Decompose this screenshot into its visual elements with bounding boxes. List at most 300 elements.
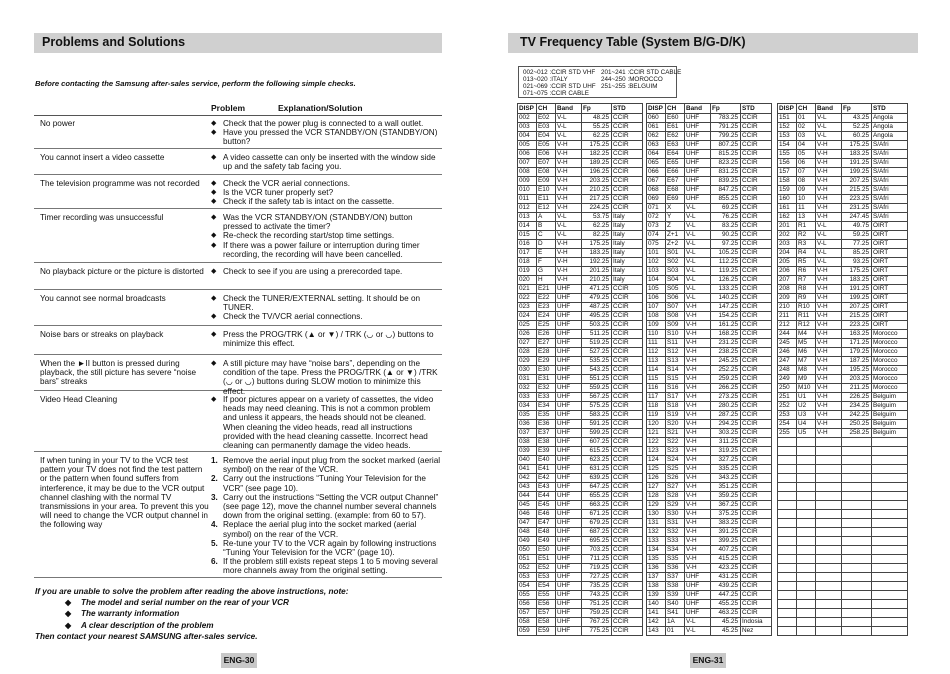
step-text: Carry out the instructions “Tuning Your Television for the VCR” (see page 10). <box>223 474 426 493</box>
table-cell: 359.25 <box>711 491 741 500</box>
table-cell-empty <box>872 572 908 581</box>
table-cell: UHF <box>685 122 711 131</box>
table-cell: CCIR <box>612 536 643 545</box>
table-cell: 140 <box>647 599 666 608</box>
table-cell: V-L <box>816 248 842 257</box>
table-cell: CCIR <box>741 464 772 473</box>
table-cell: 831.25 <box>711 167 741 176</box>
table-cell: S16 <box>666 383 685 392</box>
table-cell: 799.25 <box>711 131 741 140</box>
table-cell: E54 <box>537 581 556 590</box>
table-row <box>518 518 643 527</box>
table-cell-empty <box>842 599 872 608</box>
table-cell: S23 <box>666 446 685 455</box>
table-row <box>518 149 643 158</box>
outro-lead: If you are unable to solve the problem after reading the above instructions, note: <box>35 587 349 596</box>
table-row-empty <box>778 491 908 500</box>
table-cell: E65 <box>666 158 685 167</box>
table-cell: V-H <box>816 410 842 419</box>
table-cell: UHF <box>685 176 711 185</box>
table-cell-empty <box>797 455 816 464</box>
table-cell: R12 <box>797 320 816 329</box>
table-cell: 139 <box>647 590 666 599</box>
table-cell: 183.25 <box>842 149 872 158</box>
solution-list <box>211 179 443 207</box>
table-cell: V-H <box>685 374 711 383</box>
table-cell: S33 <box>666 536 685 545</box>
table-cell: UHF <box>685 599 711 608</box>
table-cell: V-L <box>685 239 711 248</box>
table-cell: CCIR <box>741 545 772 554</box>
table-cell: S35 <box>666 554 685 563</box>
column-header: CH <box>537 104 556 114</box>
table-header-row <box>518 104 643 114</box>
table-cell: V-H <box>556 158 582 167</box>
table-cell: Morocco <box>872 365 908 374</box>
step-item <box>211 474 443 492</box>
table-cell-empty <box>778 572 797 581</box>
table-cell: 207.25 <box>842 302 872 311</box>
problem-text: No playback picture or the picture is distorted <box>40 267 204 276</box>
table-cell: CCIR <box>612 464 643 473</box>
table-cell: 02 <box>797 122 816 131</box>
table-cell: 383.25 <box>711 518 741 527</box>
table-cell: 175.25 <box>582 140 612 149</box>
table-cell: CCIR <box>741 572 772 581</box>
table-row <box>647 221 772 230</box>
table-cell: S05 <box>666 284 685 293</box>
table-cell: V-H <box>556 203 582 212</box>
table-cell: Italy <box>612 212 643 221</box>
table-cell: UHF <box>685 608 711 617</box>
table-cell: 08 <box>797 176 816 185</box>
table-cell: E09 <box>537 176 556 185</box>
table-cell-empty <box>778 500 797 509</box>
table-cell: 623.25 <box>582 455 612 464</box>
table-cell: 07 <box>797 167 816 176</box>
table-cell: V-H <box>816 338 842 347</box>
table-cell: H <box>537 275 556 284</box>
table-cell: 671.25 <box>582 509 612 518</box>
table-cell: E49 <box>537 536 556 545</box>
table-cell-empty <box>778 554 797 563</box>
table-cell: UHF <box>556 536 582 545</box>
problem-row <box>34 391 442 452</box>
table-cell: 210.25 <box>582 185 612 194</box>
legend-line: 021~069 :CCIR STD UHF <box>523 83 596 90</box>
table-cell: 207 <box>778 275 797 284</box>
table-cell-empty <box>797 446 816 455</box>
table-cell: 050 <box>518 545 537 554</box>
frequency-table-3 <box>777 103 908 636</box>
column-header: CH <box>797 104 816 114</box>
table-cell: V-L <box>816 257 842 266</box>
table-cell: E51 <box>537 554 556 563</box>
table-cell: S03 <box>666 266 685 275</box>
table-cell: 022 <box>518 293 537 302</box>
table-cell: 058 <box>518 617 537 626</box>
table-cell-empty <box>778 527 797 536</box>
table-cell: 97.25 <box>711 239 741 248</box>
table-cell-empty <box>778 599 797 608</box>
table-cell: UHF <box>556 365 582 374</box>
table-cell-empty <box>816 464 842 473</box>
table-cell: Z <box>666 221 685 230</box>
table-row <box>778 284 908 293</box>
table-cell: 162 <box>778 212 797 221</box>
table-row <box>647 455 772 464</box>
table-cell: 062 <box>647 131 666 140</box>
column-header: Band <box>816 104 842 114</box>
table-row <box>647 329 772 338</box>
table-cell: S24 <box>666 455 685 464</box>
table-cell: CCIR <box>741 248 772 257</box>
table-cell: R8 <box>797 284 816 293</box>
table-cell: 052 <box>518 563 537 572</box>
table-cell: E44 <box>537 491 556 500</box>
table-cell: CCIR <box>612 329 643 338</box>
table-row <box>518 329 643 338</box>
table-cell: U5 <box>797 428 816 437</box>
table-cell: 111 <box>647 338 666 347</box>
table-cell: 007 <box>518 158 537 167</box>
problem-row <box>34 290 442 326</box>
table-cell: 367.25 <box>711 500 741 509</box>
table-cell: 135 <box>647 554 666 563</box>
numbered-row <box>34 452 442 578</box>
table-cell: E42 <box>537 473 556 482</box>
table-cell: 93.25 <box>842 257 872 266</box>
table-cell: 124 <box>647 455 666 464</box>
table-cell: E33 <box>537 392 556 401</box>
table-cell: UHF <box>556 338 582 347</box>
legend-col-2 <box>601 69 681 90</box>
table-cell: Morocco <box>872 338 908 347</box>
table-cell: S30 <box>666 509 685 518</box>
table-cell-empty <box>778 509 797 518</box>
solution-list <box>211 119 443 147</box>
table-row <box>518 473 643 482</box>
table-cell-empty <box>842 608 872 617</box>
table-cell: 110 <box>647 329 666 338</box>
table-cell: 815.25 <box>711 149 741 158</box>
table-cell-empty <box>872 437 908 446</box>
table-cell: U1 <box>797 392 816 401</box>
table-cell: Morocco <box>872 347 908 356</box>
table-row <box>518 545 643 554</box>
table-cell: S01 <box>666 248 685 257</box>
table-cell: CCIR <box>612 338 643 347</box>
table-cell: 209 <box>778 293 797 302</box>
table-cell: 102 <box>647 257 666 266</box>
table-cell-empty <box>842 572 872 581</box>
table-cell: 807.25 <box>711 140 741 149</box>
table-cell: CCIR <box>612 563 643 572</box>
table-cell: UHF <box>556 563 582 572</box>
table-cell: Nez <box>741 626 772 635</box>
table-cell-empty <box>872 491 908 500</box>
table-row <box>647 257 772 266</box>
table-cell: 69.25 <box>711 203 741 212</box>
table-cell: V-L <box>685 617 711 626</box>
table-row <box>778 230 908 239</box>
table-cell: 175.25 <box>842 266 872 275</box>
table-cell: V-H <box>816 212 842 221</box>
table-cell: Belguim <box>872 419 908 428</box>
table-cell: V-H <box>556 257 582 266</box>
table-row <box>518 275 643 284</box>
table-cell: 069 <box>647 194 666 203</box>
table-cell: UHF <box>556 473 582 482</box>
table-row <box>778 374 908 383</box>
table-cell: CCIR <box>612 437 643 446</box>
table-cell: 018 <box>518 257 537 266</box>
table-cell: 519.25 <box>582 338 612 347</box>
table-cell: 187.25 <box>842 356 872 365</box>
table-row <box>518 212 643 221</box>
table-cell: 138 <box>647 581 666 590</box>
table-cell: E41 <box>537 464 556 473</box>
table-row <box>647 518 772 527</box>
table-cell: R10 <box>797 302 816 311</box>
table-cell: S17 <box>666 392 685 401</box>
table-cell: V-H <box>685 329 711 338</box>
table-cell-empty <box>797 581 816 590</box>
table-cell-empty <box>816 518 842 527</box>
table-cell: V-H <box>556 239 582 248</box>
table-cell: CCIR <box>612 554 643 563</box>
table-cell: 132 <box>647 527 666 536</box>
table-cell: V-H <box>816 140 842 149</box>
table-cell: 041 <box>518 464 537 473</box>
table-row <box>518 338 643 347</box>
table-cell: 559.25 <box>582 383 612 392</box>
table-row <box>518 383 643 392</box>
table-cell-empty <box>872 464 908 473</box>
table-cell: V-L <box>816 113 842 122</box>
table-row <box>647 293 772 302</box>
table-cell-empty <box>797 482 816 491</box>
table-row <box>647 176 772 185</box>
table-cell: 211.25 <box>842 383 872 392</box>
table-cell: 775.25 <box>582 626 612 635</box>
table-row <box>518 158 643 167</box>
table-cell: UHF <box>556 320 582 329</box>
table-cell: CCIR <box>612 581 643 590</box>
table-cell: CCIR <box>612 446 643 455</box>
table-cell: UHF <box>556 383 582 392</box>
frequency-table-2 <box>646 103 772 636</box>
table-cell: E36 <box>537 419 556 428</box>
table-cell: V-L <box>556 113 582 122</box>
table-cell-empty <box>797 464 816 473</box>
table-cell: E56 <box>537 599 556 608</box>
table-cell: V-H <box>816 266 842 275</box>
table-row <box>647 464 772 473</box>
table-row <box>518 194 643 203</box>
table-cell: 054 <box>518 581 537 590</box>
table-cell: 192.25 <box>582 257 612 266</box>
table-cell: 020 <box>518 275 537 284</box>
table-cell: E31 <box>537 374 556 383</box>
table-cell: M4 <box>797 329 816 338</box>
table-row <box>518 590 643 599</box>
table-cell: Belguim <box>872 392 908 401</box>
table-cell: 719.25 <box>582 563 612 572</box>
table-row <box>518 320 643 329</box>
table-cell: Italy <box>612 221 643 230</box>
table-cell: 060 <box>647 113 666 122</box>
table-cell: CCIR <box>612 572 643 581</box>
table-cell: CCIR <box>612 419 643 428</box>
table-cell: CCIR <box>741 482 772 491</box>
table-row <box>647 563 772 572</box>
step-text: Re-tune your TV to the VCR again by following instructions “Tuning Your Television for the VCR” (page 10). <box>223 538 437 558</box>
table-cell: 60.25 <box>842 131 872 140</box>
table-cell-empty <box>797 536 816 545</box>
table-row <box>778 410 908 419</box>
table-cell: 143 <box>647 626 666 635</box>
table-row <box>518 410 643 419</box>
table-cell: S07 <box>666 302 685 311</box>
table-cell: 028 <box>518 347 537 356</box>
table-cell-empty <box>797 599 816 608</box>
column-header: DISP <box>778 104 797 114</box>
table-cell: CCIR <box>741 419 772 428</box>
table-cell: G <box>537 266 556 275</box>
table-cell: 743.25 <box>582 590 612 599</box>
table-cell-empty <box>778 482 797 491</box>
table-cell: 107 <box>647 302 666 311</box>
table-cell: V-H <box>685 491 711 500</box>
solution-item: ◆ Re-check the recording start/stop time settings. <box>211 231 443 240</box>
solution-list <box>211 330 443 348</box>
table-cell: V-H <box>816 158 842 167</box>
table-cell: UHF <box>556 329 582 338</box>
table-cell: CCIR <box>741 500 772 509</box>
table-cell: E55 <box>537 590 556 599</box>
table-cell: UHF <box>685 149 711 158</box>
table-cell-empty <box>842 491 872 500</box>
table-cell: 727.25 <box>582 572 612 581</box>
table-cell: 90.25 <box>711 230 741 239</box>
table-cell: V-H <box>816 419 842 428</box>
table-cell: V-H <box>816 392 842 401</box>
table-cell: 053 <box>518 572 537 581</box>
table-cell: 033 <box>518 392 537 401</box>
table-row <box>647 617 772 626</box>
table-row <box>778 329 908 338</box>
table-cell: 251 <box>778 392 797 401</box>
table-cell: 037 <box>518 428 537 437</box>
table-cell: 238.25 <box>711 347 741 356</box>
table-cell: CCIR <box>612 293 643 302</box>
table-row-empty <box>778 608 908 617</box>
table-cell: 189.25 <box>582 158 612 167</box>
problem-row <box>34 115 442 149</box>
table-cell: CCIR <box>741 266 772 275</box>
table-cell: 471.25 <box>582 284 612 293</box>
table-cell: CCIR <box>612 392 643 401</box>
table-cell: 303.25 <box>711 428 741 437</box>
table-cell-empty <box>778 581 797 590</box>
table-cell: 55.25 <box>582 122 612 131</box>
table-row-empty <box>778 518 908 527</box>
step-item <box>211 557 443 575</box>
table-cell-empty <box>842 500 872 509</box>
table-cell: CCIR <box>741 257 772 266</box>
table-cell: CCIR <box>741 338 772 347</box>
table-row <box>647 365 772 374</box>
table-cell: CCIR <box>612 365 643 374</box>
table-cell: E53 <box>537 572 556 581</box>
table-row <box>778 392 908 401</box>
table-cell: E57 <box>537 608 556 617</box>
table-cell-empty <box>797 572 816 581</box>
table-cell: 049 <box>518 536 537 545</box>
table-cell: 639.25 <box>582 473 612 482</box>
intro-text: Before contacting the Samsung after-sales service, perform the following simple checks. <box>35 79 356 88</box>
table-cell: 137 <box>647 572 666 581</box>
table-cell: UHF <box>556 545 582 554</box>
table-cell: E27 <box>537 338 556 347</box>
table-row <box>778 185 908 194</box>
problem-text: Noise bars or streaks on playback <box>40 330 164 339</box>
table-cell: CCIR <box>612 176 643 185</box>
table-cell: CCIR <box>612 617 643 626</box>
table-cell: V-L <box>556 230 582 239</box>
table-cell: UHF <box>556 446 582 455</box>
table-cell: 056 <box>518 599 537 608</box>
table-cell-empty <box>797 491 816 500</box>
solution-item: ◆ A video cassette can only be inserted with the window side up and the safety tab facing you. <box>211 153 443 171</box>
table-cell: CCIR <box>612 473 643 482</box>
table-cell: 242.25 <box>842 410 872 419</box>
table-cell: V-L <box>685 626 711 635</box>
legend-col-1 <box>523 69 596 97</box>
table-cell: E68 <box>666 185 685 194</box>
table-cell: 252.25 <box>711 365 741 374</box>
table-cell: UHF <box>556 518 582 527</box>
table-cell: V-L <box>685 275 711 284</box>
table-cell: 204 <box>778 248 797 257</box>
table-cell-empty <box>797 527 816 536</box>
step-item <box>211 493 443 521</box>
table-cell: UHF <box>556 401 582 410</box>
table-cell: CCIR <box>741 590 772 599</box>
table-cell: R3 <box>797 239 816 248</box>
legend-line: 071~075 :CCIR CABLE <box>523 90 589 97</box>
solution-item: ◆ If poor pictures appear on a variety of cassettes, the video heads may need cleaning. This is not a common problem and unless it appears, the heads should not be cleaned. When cleaning the video heads, read all instructions provided with the head cleaning cassette. Incorrect head cleaning can permanently damage the video heads. <box>211 395 443 450</box>
table-row-empty <box>778 626 908 635</box>
table-cell: CCIR <box>741 239 772 248</box>
table-cell-empty <box>842 509 872 518</box>
table-row-empty <box>778 599 908 608</box>
table-cell-empty <box>872 626 908 635</box>
table-cell: UHF <box>556 410 582 419</box>
step-text: Replace the aerial plug into the socket marked (aerial symbol) on the rear of the VCR. <box>223 520 417 539</box>
column-header: Fp <box>842 104 872 114</box>
table-cell: S22 <box>666 437 685 446</box>
table-cell: 119 <box>647 410 666 419</box>
step-item <box>211 456 443 474</box>
table-cell: 043 <box>518 482 537 491</box>
table-row-empty <box>778 554 908 563</box>
table-cell: 005 <box>518 140 537 149</box>
table-cell: CCIR <box>741 473 772 482</box>
table-cell: E40 <box>537 455 556 464</box>
table-cell: UHF <box>556 590 582 599</box>
